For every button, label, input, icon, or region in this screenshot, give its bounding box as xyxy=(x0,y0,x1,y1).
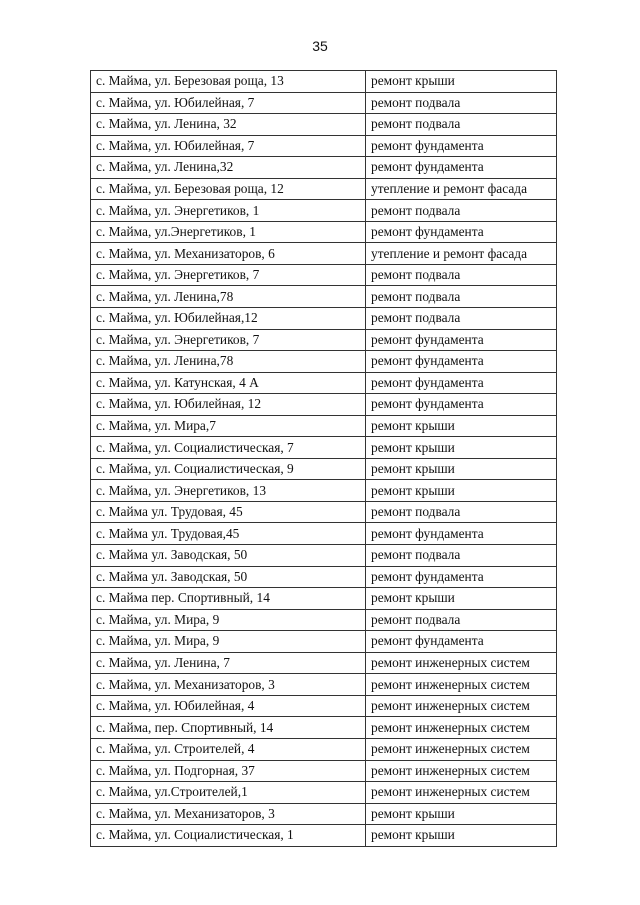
work-type-cell: ремонт подвала xyxy=(366,92,557,114)
address-cell: с. Майма, ул. Катунская, 4 А xyxy=(91,372,366,394)
address-cell: с. Майма пер. Спортивный, 14 xyxy=(91,588,366,610)
table-row xyxy=(91,415,557,437)
address-cell: с. Майма, ул. Механизаторов, 3 xyxy=(91,674,366,696)
address-cell: с. Майма, ул. Механизаторов, 6 xyxy=(91,243,366,265)
address-cell: с. Майма, ул. Юбилейная, 12 xyxy=(91,394,366,416)
work-type-cell: ремонт крыши xyxy=(366,458,557,480)
work-type-cell: ремонт подвала xyxy=(366,286,557,308)
table-row xyxy=(91,652,557,674)
work-type-cell: ремонт фундамента xyxy=(366,157,557,179)
work-type-cell: ремонт инженерных систем xyxy=(366,738,557,760)
table-row xyxy=(91,71,557,93)
table-row xyxy=(91,782,557,804)
work-type-cell: ремонт фундамента xyxy=(366,523,557,545)
address-cell: с. Майма, ул. Энергетиков, 7 xyxy=(91,264,366,286)
address-cell: с. Майма, ул. Подгорная, 37 xyxy=(91,760,366,782)
table-row xyxy=(91,480,557,502)
address-cell: с. Майма, ул. Энергетиков, 1 xyxy=(91,200,366,222)
address-cell: с. Майма ул. Заводская, 50 xyxy=(91,566,366,588)
work-type-cell: утепление и ремонт фасада xyxy=(366,178,557,200)
address-cell: с. Майма, ул. Ленина,32 xyxy=(91,157,366,179)
work-type-cell: ремонт крыши xyxy=(366,480,557,502)
work-type-cell: ремонт фундамента xyxy=(366,221,557,243)
work-type-cell: ремонт инженерных систем xyxy=(366,674,557,696)
work-type-cell: ремонт инженерных систем xyxy=(366,652,557,674)
address-cell: с. Майма, ул. Юбилейная, 7 xyxy=(91,92,366,114)
address-cell: с. Майма, ул. Мира, 9 xyxy=(91,609,366,631)
table-row xyxy=(91,631,557,653)
work-type-cell: ремонт подвала xyxy=(366,501,557,523)
work-type-cell: ремонт крыши xyxy=(366,71,557,93)
work-type-cell: ремонт фундамента xyxy=(366,135,557,157)
address-cell: с. Майма, ул. Социалистическая, 7 xyxy=(91,437,366,459)
table-row xyxy=(91,738,557,760)
address-cell: с. Майма, ул.Строителей,1 xyxy=(91,782,366,804)
table-row xyxy=(91,437,557,459)
address-cell: с. Майма, ул. Энергетиков, 7 xyxy=(91,329,366,351)
table-row xyxy=(91,566,557,588)
work-type-cell: ремонт подвала xyxy=(366,114,557,136)
table-row xyxy=(91,545,557,567)
address-cell: с. Майма, ул. Социалистическая, 1 xyxy=(91,825,366,847)
address-cell: с. Майма ул. Заводская, 50 xyxy=(91,545,366,567)
table-row xyxy=(91,264,557,286)
address-cell: с. Майма, ул. Юбилейная, 4 xyxy=(91,695,366,717)
work-type-cell: ремонт инженерных систем xyxy=(366,782,557,804)
work-type-cell: ремонт фундамента xyxy=(366,329,557,351)
address-cell: с. Майма ул. Трудовая,45 xyxy=(91,523,366,545)
work-type-cell: ремонт инженерных систем xyxy=(366,760,557,782)
work-type-cell: ремонт фундамента xyxy=(366,631,557,653)
address-cell: с. Майма, ул. Механизаторов, 3 xyxy=(91,803,366,825)
table-row xyxy=(91,523,557,545)
address-cell: с. Майма, ул. Юбилейная,12 xyxy=(91,308,366,330)
table-row xyxy=(91,372,557,394)
table-row xyxy=(91,286,557,308)
work-type-cell: ремонт подвала xyxy=(366,264,557,286)
table-row xyxy=(91,674,557,696)
addresses-table xyxy=(90,70,557,847)
address-cell: с. Майма, ул.Энергетиков, 1 xyxy=(91,221,366,243)
address-cell: с. Майма, ул. Юбилейная, 7 xyxy=(91,135,366,157)
address-cell: с. Майма, ул. Березовая роща, 13 xyxy=(91,71,366,93)
table-row xyxy=(91,394,557,416)
table-row xyxy=(91,135,557,157)
address-cell: с. Майма, ул. Строителей, 4 xyxy=(91,738,366,760)
address-cell: с. Майма, ул. Энергетиков, 13 xyxy=(91,480,366,502)
table-row xyxy=(91,609,557,631)
work-type-cell: ремонт фундамента xyxy=(366,394,557,416)
table-row xyxy=(91,760,557,782)
page-number: 35 xyxy=(312,38,328,54)
address-cell: с. Майма, ул. Ленина,78 xyxy=(91,286,366,308)
table-row xyxy=(91,92,557,114)
work-type-cell: ремонт инженерных систем xyxy=(366,717,557,739)
address-cell: с. Майма, ул. Социалистическая, 9 xyxy=(91,458,366,480)
table-row xyxy=(91,178,557,200)
table-row xyxy=(91,200,557,222)
address-cell: с. Майма, ул. Ленина,78 xyxy=(91,351,366,373)
work-type-cell: ремонт фундамента xyxy=(366,351,557,373)
table-row xyxy=(91,588,557,610)
work-type-cell: ремонт крыши xyxy=(366,825,557,847)
address-cell: с. Майма ул. Трудовая, 45 xyxy=(91,501,366,523)
table-row xyxy=(91,803,557,825)
work-type-cell: ремонт крыши xyxy=(366,437,557,459)
address-cell: с. Майма, ул. Березовая роща, 12 xyxy=(91,178,366,200)
work-type-cell: ремонт крыши xyxy=(366,803,557,825)
table-row xyxy=(91,717,557,739)
table-row xyxy=(91,114,557,136)
work-type-cell: ремонт подвала xyxy=(366,308,557,330)
work-type-cell: ремонт подвала xyxy=(366,545,557,567)
address-cell: с. Майма, ул. Мира,7 xyxy=(91,415,366,437)
work-type-cell: ремонт фундамента xyxy=(366,566,557,588)
work-type-cell: ремонт крыши xyxy=(366,588,557,610)
work-type-cell: ремонт инженерных систем xyxy=(366,695,557,717)
work-type-cell: ремонт крыши xyxy=(366,415,557,437)
work-type-cell: ремонт подвала xyxy=(366,609,557,631)
table-row xyxy=(91,221,557,243)
table-row xyxy=(91,351,557,373)
table-body xyxy=(91,71,557,847)
address-cell: с. Майма, ул. Мира, 9 xyxy=(91,631,366,653)
address-cell: с. Майма, пер. Спортивный, 14 xyxy=(91,717,366,739)
work-type-cell: ремонт подвала xyxy=(366,200,557,222)
table-row xyxy=(91,329,557,351)
work-type-cell: утепление и ремонт фасада xyxy=(366,243,557,265)
table-row xyxy=(91,157,557,179)
address-cell: с. Майма, ул. Ленина, 32 xyxy=(91,114,366,136)
table-row xyxy=(91,458,557,480)
address-cell: с. Майма, ул. Ленина, 7 xyxy=(91,652,366,674)
work-type-cell: ремонт фундамента xyxy=(366,372,557,394)
table-row xyxy=(91,243,557,265)
table-row xyxy=(91,825,557,847)
table-row xyxy=(91,501,557,523)
table-row xyxy=(91,308,557,330)
table-row xyxy=(91,695,557,717)
